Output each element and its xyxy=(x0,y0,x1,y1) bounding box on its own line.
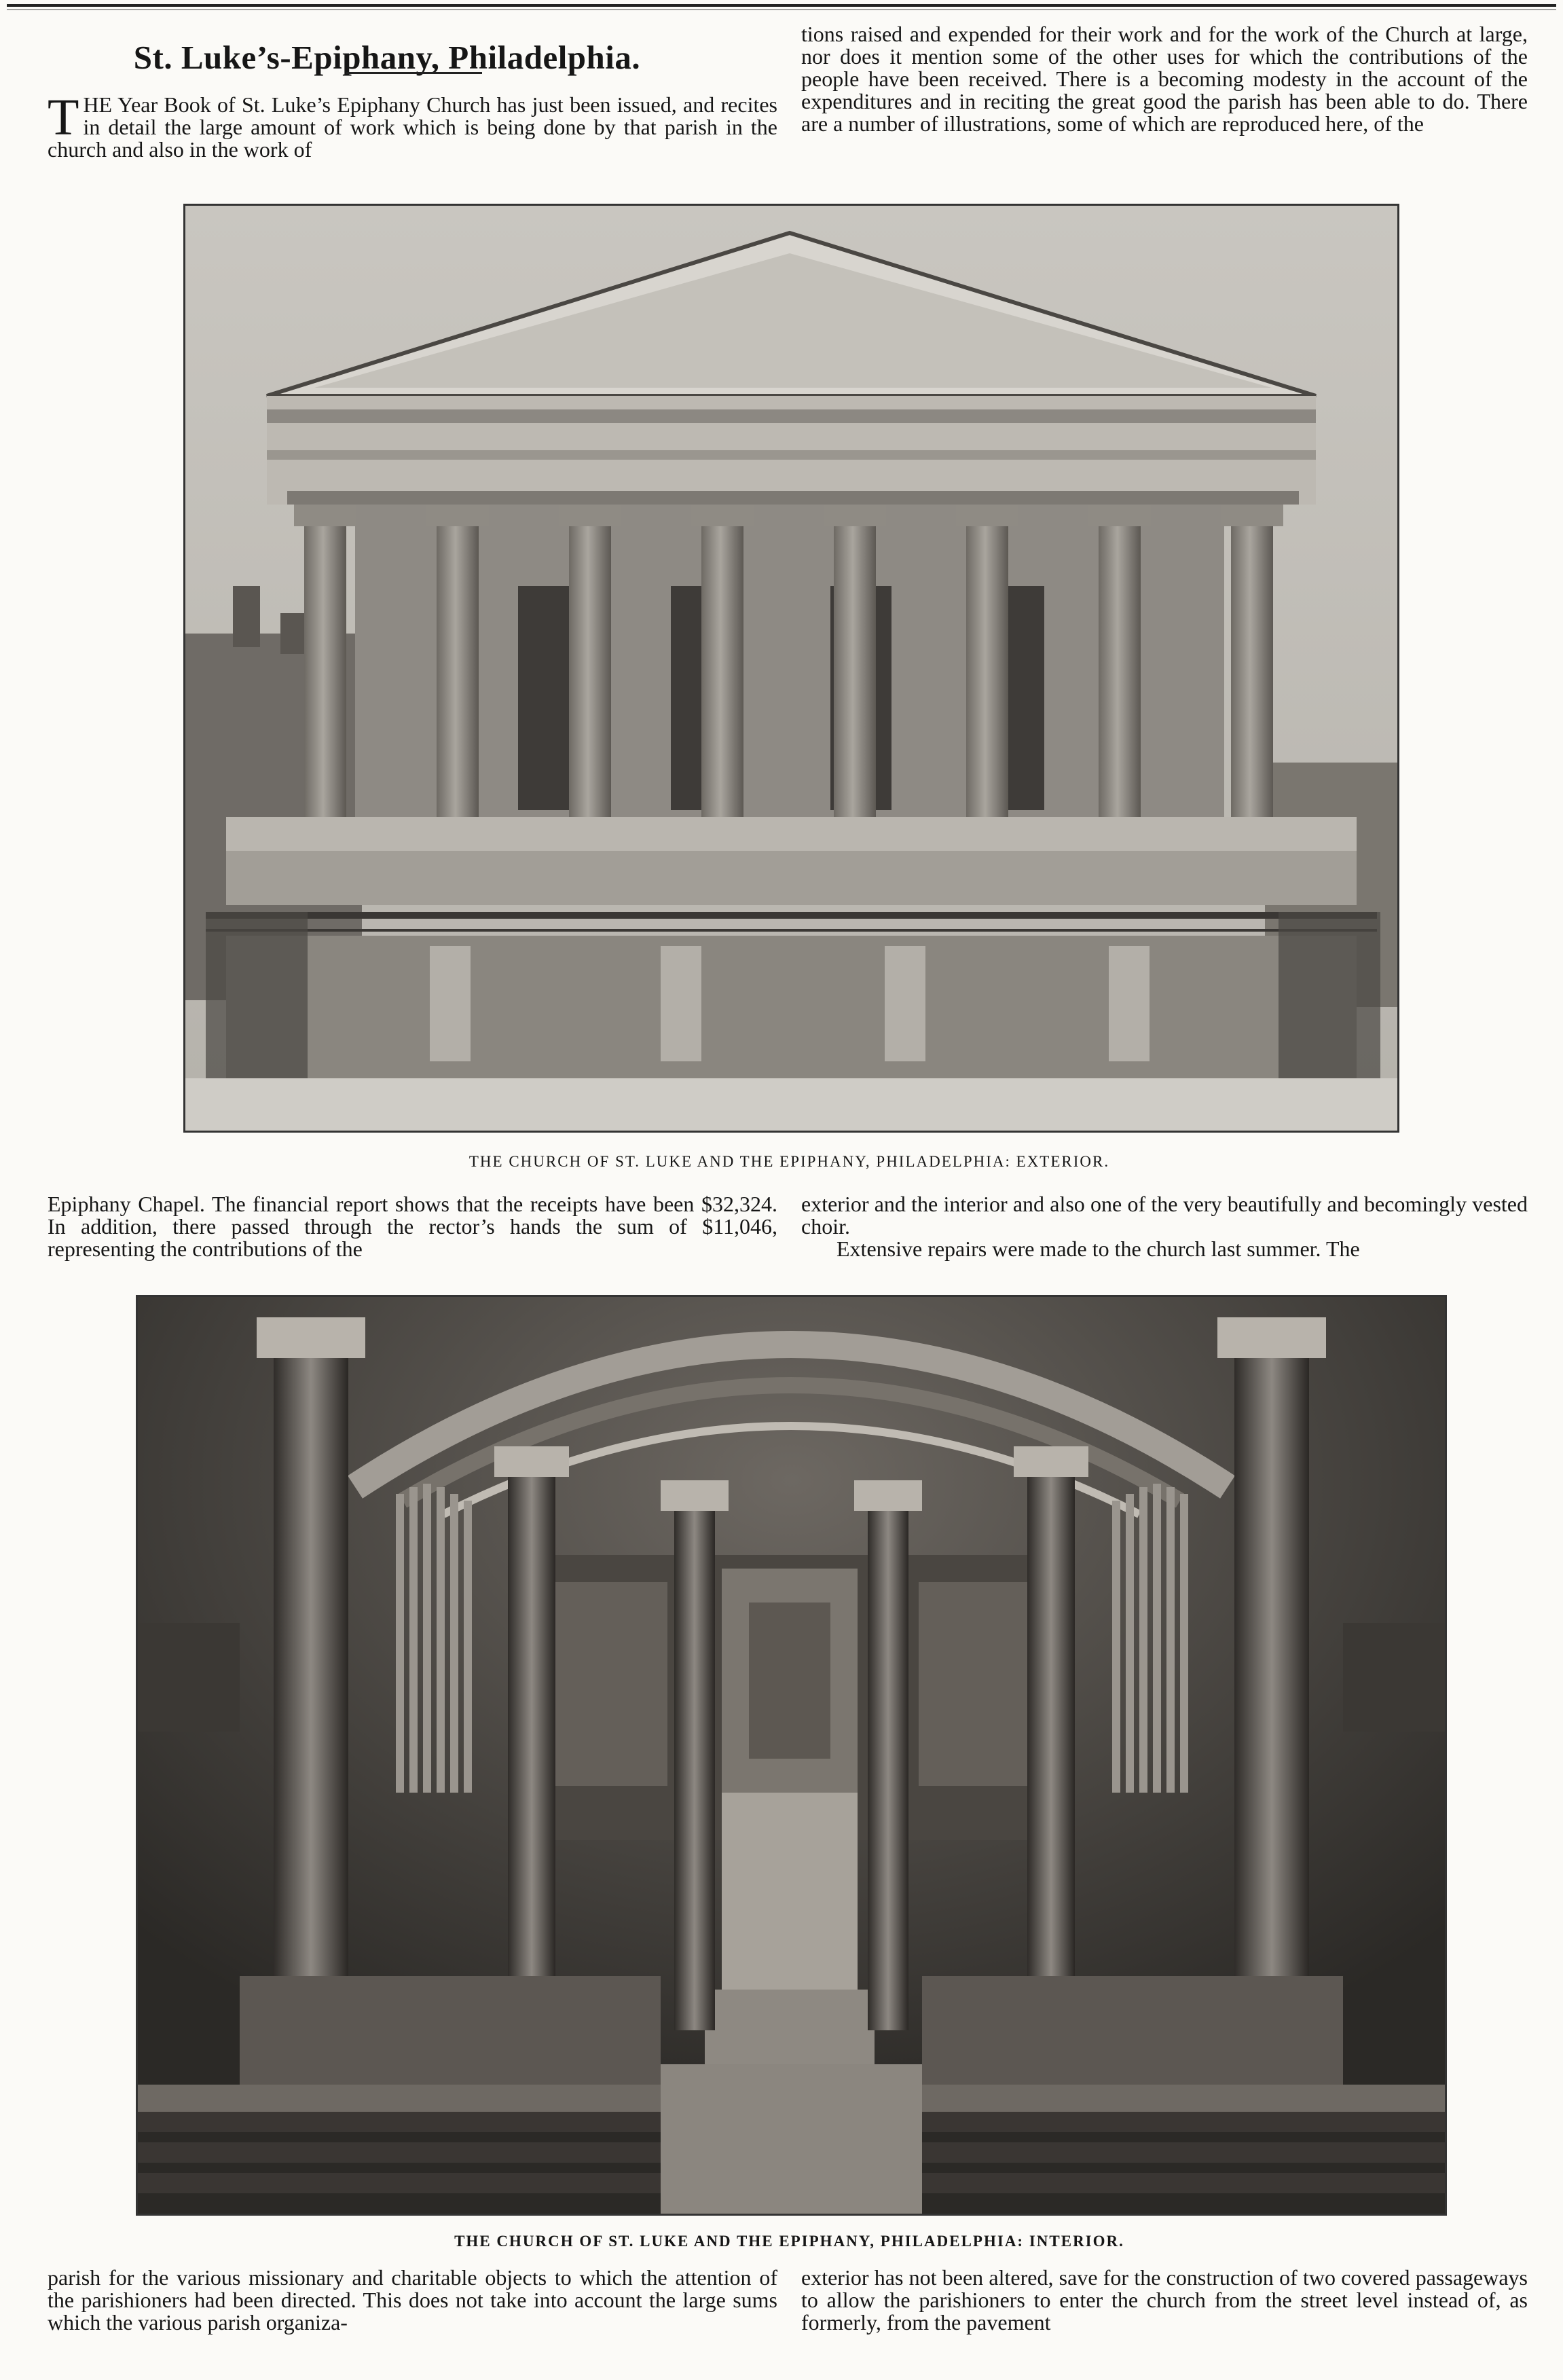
bottom-text-left: parish for the various missionary and charitable objects to which the attention of the parishioners had been directed. This does not take into account the large sums which the various parish organiza- xyxy=(48,2265,777,2335)
interior-caption: THE CHURCH OF ST. LUKE AND THE EPIPHANY, PHILADELPHIA: INTERIOR. xyxy=(454,2233,1124,2250)
middle-column-left xyxy=(48,1193,777,1260)
intro-text-right: tions raised and expended for their work and for the work of the Church at large, nor does it mention some of the other uses for which the contributions of the people have been received. There is a becoming modesty in the account of the expenditures and in reciting the great good the parish has been able to do. There are a number of illustrations, some of which are reproduced here, of the xyxy=(801,22,1528,136)
drop-cap: T xyxy=(48,89,79,146)
intro-text-left: HE Year Book of St. Luke’s Epiphany Church has just been issued, and recites in detail the large amount of work which is being done by that parish in the church and also in the work of xyxy=(48,92,777,162)
exterior-illustration xyxy=(185,206,1397,1131)
middle-text-right-a: exterior and the interior and also one of the very beautifully and becomingly vested choir. xyxy=(801,1192,1528,1239)
exterior-caption: THE CHURCH OF ST. LUKE AND THE EPIPHANY, PHILADELPHIA: EXTERIOR. xyxy=(468,1153,1110,1170)
exterior-photo xyxy=(183,204,1399,1133)
bottom-column-left xyxy=(48,2267,777,2334)
interior-illustration xyxy=(138,1297,1445,2214)
middle-text-right-b: Extensive repairs were made to the church last summer. The xyxy=(836,1237,1360,1261)
middle-text-left: Epiphany Chapel. The financial report shows that the receipts have been $32,324. In addition, there passed through the rector’s hands the sum of $11,046, representing the contributions of the xyxy=(48,1192,777,1261)
bottom-column-right xyxy=(801,2267,1528,2334)
intro-column-left xyxy=(48,89,777,162)
middle-column-right xyxy=(801,1193,1528,1260)
interior-photo xyxy=(136,1295,1447,2216)
bottom-text-right: exterior has not been altered, save for the construction of two covered passageways to allow the parishioners to enter the church from the street level instead of, as formerly, from the pavement xyxy=(801,2265,1528,2335)
intro-column-right xyxy=(801,23,1528,135)
article-title: St. Luke’s-Epiphany, Philadelphia. xyxy=(133,38,641,76)
top-rule xyxy=(7,4,1556,7)
title-divider xyxy=(346,72,482,74)
